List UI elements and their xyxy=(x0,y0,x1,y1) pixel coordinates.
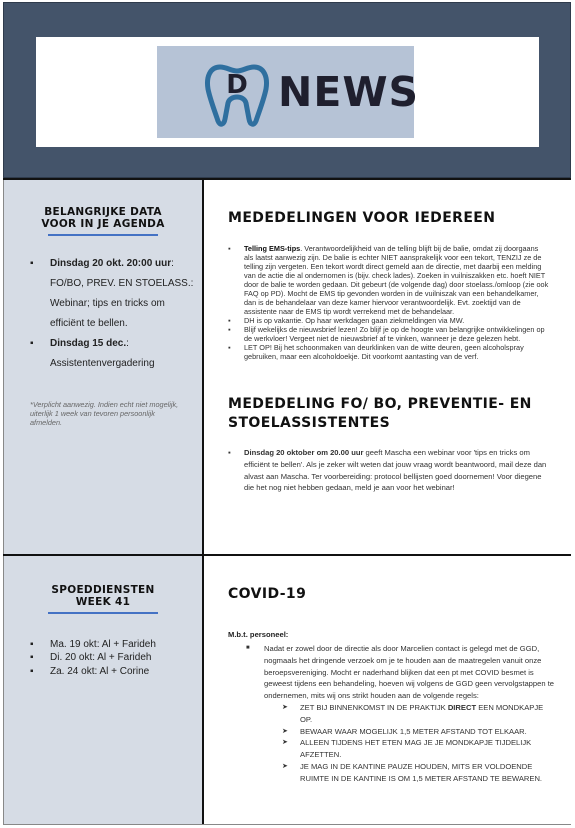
covid-subheading: M.b.t. personeel: xyxy=(228,630,289,639)
bullet-icon: ▪ xyxy=(228,325,231,334)
spoed-title-line1: SPOEDDIENSTEN xyxy=(51,584,155,596)
announcement-text: DH is op vakantie. Op haar werkdagen gaan ziekmeldingen via MW. xyxy=(244,316,465,325)
bullet-icon: ■ xyxy=(246,645,250,651)
announcement-text: LET OP! Bij het schoonmaken van deurklinken van de witte deuren, geen alcoholspray gebruiken, maar een alcoholdoekje. Dit voorkomt aantasting van de verf. xyxy=(244,343,524,361)
dnews-logo xyxy=(157,46,420,138)
arrow-icon: ➤ xyxy=(282,762,288,770)
rule-text: BEWAAR WAAR MOGELIJK 1,5 METER AFSTAND TOT ELKAAR. xyxy=(300,726,527,736)
list-item xyxy=(246,643,555,785)
bullet-icon: ▪ xyxy=(30,257,34,269)
agenda-line: Webinar; tips en tricks om xyxy=(50,297,165,309)
list-item xyxy=(226,343,549,361)
spoed-title-underline xyxy=(48,612,158,614)
bullet-icon: ▪ xyxy=(30,665,34,677)
fobo-heading xyxy=(228,395,551,433)
bullet-icon: ▪ xyxy=(30,638,34,650)
rule-text: JE MAG IN DE KANTINE PAUZE HOUDEN, MITS ER VOLDOENDE RUIMTE IN DE KANTINE IS OM 1,5 METER AFSTAND TE BEWAREN. xyxy=(300,761,543,783)
fobo-heading-line1: MEDEDELING FO/ BO, PREVENTIE- EN xyxy=(228,396,532,412)
logo-word: NEWS xyxy=(278,68,420,116)
bullet-icon: ▪ xyxy=(228,343,231,352)
announcements-section xyxy=(204,180,571,554)
rule-bold: DIRECT xyxy=(447,702,477,712)
announcements-list xyxy=(226,244,549,361)
list-item xyxy=(30,651,202,665)
list-item xyxy=(282,726,555,738)
header-inner-panel xyxy=(36,37,539,147)
arrow-icon: ➤ xyxy=(282,739,288,747)
spoed-item: Ma. 19 okt: Al + Farideh xyxy=(50,638,156,650)
agenda-date-suffix: : xyxy=(171,257,174,269)
agenda-line: Assistentenvergadering xyxy=(50,357,155,369)
spoed-item: Di. 20 okt: Al + Farideh xyxy=(50,652,152,663)
spoed-title xyxy=(4,584,202,608)
bullet-icon: ▪ xyxy=(30,652,34,663)
bullet-icon: ▪ xyxy=(30,337,34,349)
covid-intro: Nadat er zowel door de directie als door Marcelien contact is gelegd met de GGD, nogmaals het dringende verzoek om je te houden aan de maatregelen vanuit onze beroepsvereniging. Mocht er naderhand blijken dat een pt met COVID besmet is geweest tijdens een behandeling, hoeven wij volgens de GGD geen vervolgstappen te ondernemen, mits wij ons strikt houden aan de volgende regels: xyxy=(264,644,555,701)
agenda-list xyxy=(30,334,202,354)
fobo-list xyxy=(226,447,549,494)
announcement-text: Blijf wekelijks de nieuwsbrief lezen! Zo blijf je op de hoogte van belangrijke ontwikkelingen op de werkvloer! Vergeet niet de nieuwsbrief af te vinken, wanneer je deze gelezen hebt. xyxy=(244,325,545,343)
covid-rules xyxy=(282,702,555,785)
arrow-icon: ➤ xyxy=(282,703,288,711)
header-banner xyxy=(3,2,571,178)
rule-text: EEN MONDKAPJE OP. xyxy=(300,702,544,724)
announcement-bold: Telling EMS-tips xyxy=(244,244,301,253)
list-item xyxy=(226,244,549,316)
covid-section xyxy=(204,556,571,824)
list-item xyxy=(30,334,202,354)
agenda-title-underline xyxy=(48,234,158,236)
list-item xyxy=(30,638,202,652)
fobo-item-text: geeft Mascha een webinar voor 'tips en tricks om efficiënt te bellen'. Als je zeker wilt weten dat jouw vraag wordt beantwoord, mail deze dan alvast aan Mascha. Ter voorbereiding: protocol bellijsten goed doornemen! Voor diegene die het nog niet hebben gedaan, meld je aan voor het webinar! xyxy=(244,448,547,493)
spoed-title-line2: WEEK 41 xyxy=(75,596,131,608)
list-item xyxy=(282,737,555,761)
list-item xyxy=(226,325,549,343)
list-item xyxy=(30,254,202,274)
bullet-icon: ▪ xyxy=(228,316,231,325)
agenda-list xyxy=(30,254,202,274)
spoed-list xyxy=(30,638,202,679)
agenda-note: *Verplicht aanwezig. Indien echt niet mogelijk, uiterlijk 1 week van tevoren persoonlijk afmelden. xyxy=(30,399,179,427)
list-item xyxy=(226,316,549,325)
agenda-title xyxy=(4,206,202,230)
list-item xyxy=(226,447,549,494)
agenda-title-line1: BELANGRIJKE DATA xyxy=(44,206,162,218)
covid-list xyxy=(246,643,555,785)
arrow-icon: ➤ xyxy=(282,727,288,735)
tooth-icon xyxy=(202,59,272,129)
list-item xyxy=(282,702,555,726)
agenda-item-text xyxy=(30,274,202,334)
fobo-item-bold: Dinsdag 20 oktober om 20.00 uur xyxy=(244,448,364,457)
announcement-text: . Verantwoordelijkheid van de telling blijft bij de balie, omdat zij doorgaans als laatst aanwezig zijn. De balie is echter NIET aansprakelijk voor een tekort, TENZIJ ze de telling zijn vergeten. Een tekort wordt direct gemeld aan de directie, met daarbij een melding van de actie die al ondernomen is (bijv. check lades). Zoeken in vuilniszakken etc. hoeft NIET door de balie te worden gedaan. Dit gebeurt (de volgende dag) door stoelass./omloop (zie ook FAQ op PD). Mocht de EMS tip gevonden worden in de vuilniszak van een behandelkamer, dan is de behandelaar van deze kamer hiervoor verantwoordelijk. Evt. zoektijd van de assistente naar de EMS tip wordt verrekend met de behandelaar. xyxy=(244,244,549,316)
rule-text: ZET BIJ BINNENKOMST IN DE PRAKTIJK xyxy=(300,702,448,712)
spoed-sidebar xyxy=(4,556,202,824)
agenda-date: Dinsdag 20 okt. 20:00 uur xyxy=(50,257,172,269)
list-item xyxy=(282,761,555,785)
agenda-item-text xyxy=(30,354,202,374)
agenda-line: efficiënt te bellen. xyxy=(50,317,128,329)
agenda-title-line2: VOOR IN JE AGENDA xyxy=(41,218,165,230)
announcements-heading: MEDEDELINGEN VOOR IEDEREEN xyxy=(228,210,496,226)
agenda-date: Dinsdag 15 dec. xyxy=(50,337,127,349)
agenda-date-suffix: : xyxy=(126,337,129,349)
bullet-icon: ▪ xyxy=(228,244,231,253)
agenda-sidebar xyxy=(4,180,202,554)
bullet-icon: ▪ xyxy=(228,448,231,457)
fobo-heading-line2: STOELASSISTENTES xyxy=(228,415,391,431)
agenda-line: FO/BO, PREV. EN STOELASS.: xyxy=(50,277,194,289)
list-item xyxy=(30,665,202,679)
covid-heading: COVID-19 xyxy=(228,586,307,602)
spoed-item: Za. 24 okt: Al + Corine xyxy=(50,665,150,677)
logo-letter: D xyxy=(226,70,248,100)
rule-text: ALLEEN TIJDENS HET ETEN MAG JE JE MONDKAPJE TIJDELIJK AFZETTEN. xyxy=(300,738,532,760)
